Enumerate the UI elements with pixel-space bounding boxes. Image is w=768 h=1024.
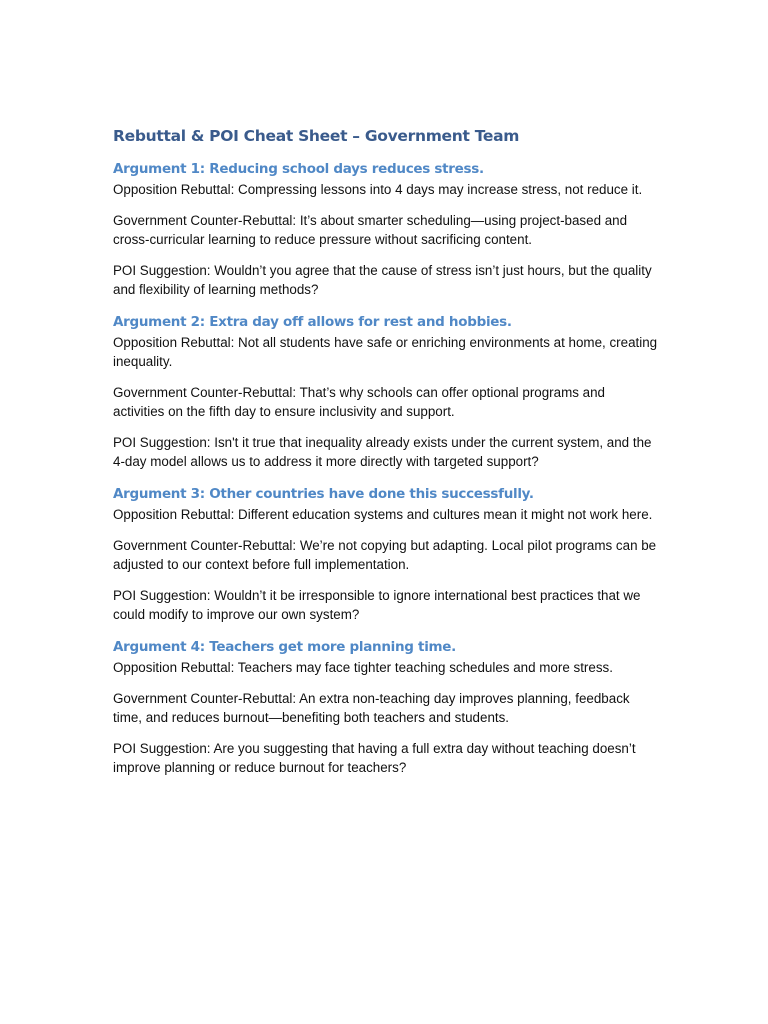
- argument-section-3: [113, 485, 658, 624]
- opposition-rebuttal: Opposition Rebuttal: Different education systems and cultures mean it might not work here.: [113, 507, 653, 522]
- argument-heading: Argument 3: Other countries have done this successfully.: [113, 486, 534, 502]
- argument-section-1: [113, 160, 658, 299]
- argument-section-4: [113, 638, 658, 777]
- government-counter-rebuttal: Government Counter-Rebuttal: It’s about smarter scheduling—using project-based and cross-curricular learning to reduce pressure without sacrificing content.: [113, 213, 628, 247]
- document-title: Rebuttal & POI Cheat Sheet – Government Team: [113, 127, 520, 145]
- government-counter-rebuttal: Government Counter-Rebuttal: We’re not copying but adapting. Local pilot programs can be adjusted to our context before full implementation.: [113, 538, 657, 572]
- government-counter-rebuttal: Government Counter-Rebuttal: That’s why schools can offer optional programs and activities on the fifth day to ensure inclusivity and support.: [113, 385, 606, 419]
- poi-suggestion: POI Suggestion: Wouldn’t you agree that the cause of stress isn’t just hours, but the quality and flexibility of learning methods?: [113, 263, 652, 297]
- opposition-rebuttal: Opposition Rebuttal: Teachers may face tighter teaching schedules and more stress.: [113, 660, 613, 675]
- document-page: [113, 126, 658, 791]
- argument-section-2: [113, 313, 658, 471]
- poi-suggestion: POI Suggestion: Wouldn’t it be irresponsible to ignore international best practices that we could modify to improve our own system?: [113, 588, 641, 622]
- argument-heading: Argument 4: Teachers get more planning time.: [113, 639, 456, 655]
- opposition-rebuttal: Opposition Rebuttal: Compressing lessons into 4 days may increase stress, not reduce it.: [113, 182, 643, 197]
- opposition-rebuttal: Opposition Rebuttal: Not all students have safe or enriching environments at home, creating inequality.: [113, 335, 658, 369]
- poi-suggestion: POI Suggestion: Isn't it true that inequality already exists under the current system, and the 4-day model allows us to address it more directly with targeted support?: [113, 435, 652, 469]
- argument-heading: Argument 1: Reducing school days reduces stress.: [113, 161, 484, 177]
- argument-heading: Argument 2: Extra day off allows for rest and hobbies.: [113, 314, 512, 330]
- poi-suggestion: POI Suggestion: Are you suggesting that having a full extra day without teaching doesn’t improve planning or reduce burnout for teachers?: [113, 741, 636, 775]
- government-counter-rebuttal: Government Counter-Rebuttal: An extra non-teaching day improves planning, feedback time, and reduces burnout—benefiting both teachers and students.: [113, 691, 630, 725]
